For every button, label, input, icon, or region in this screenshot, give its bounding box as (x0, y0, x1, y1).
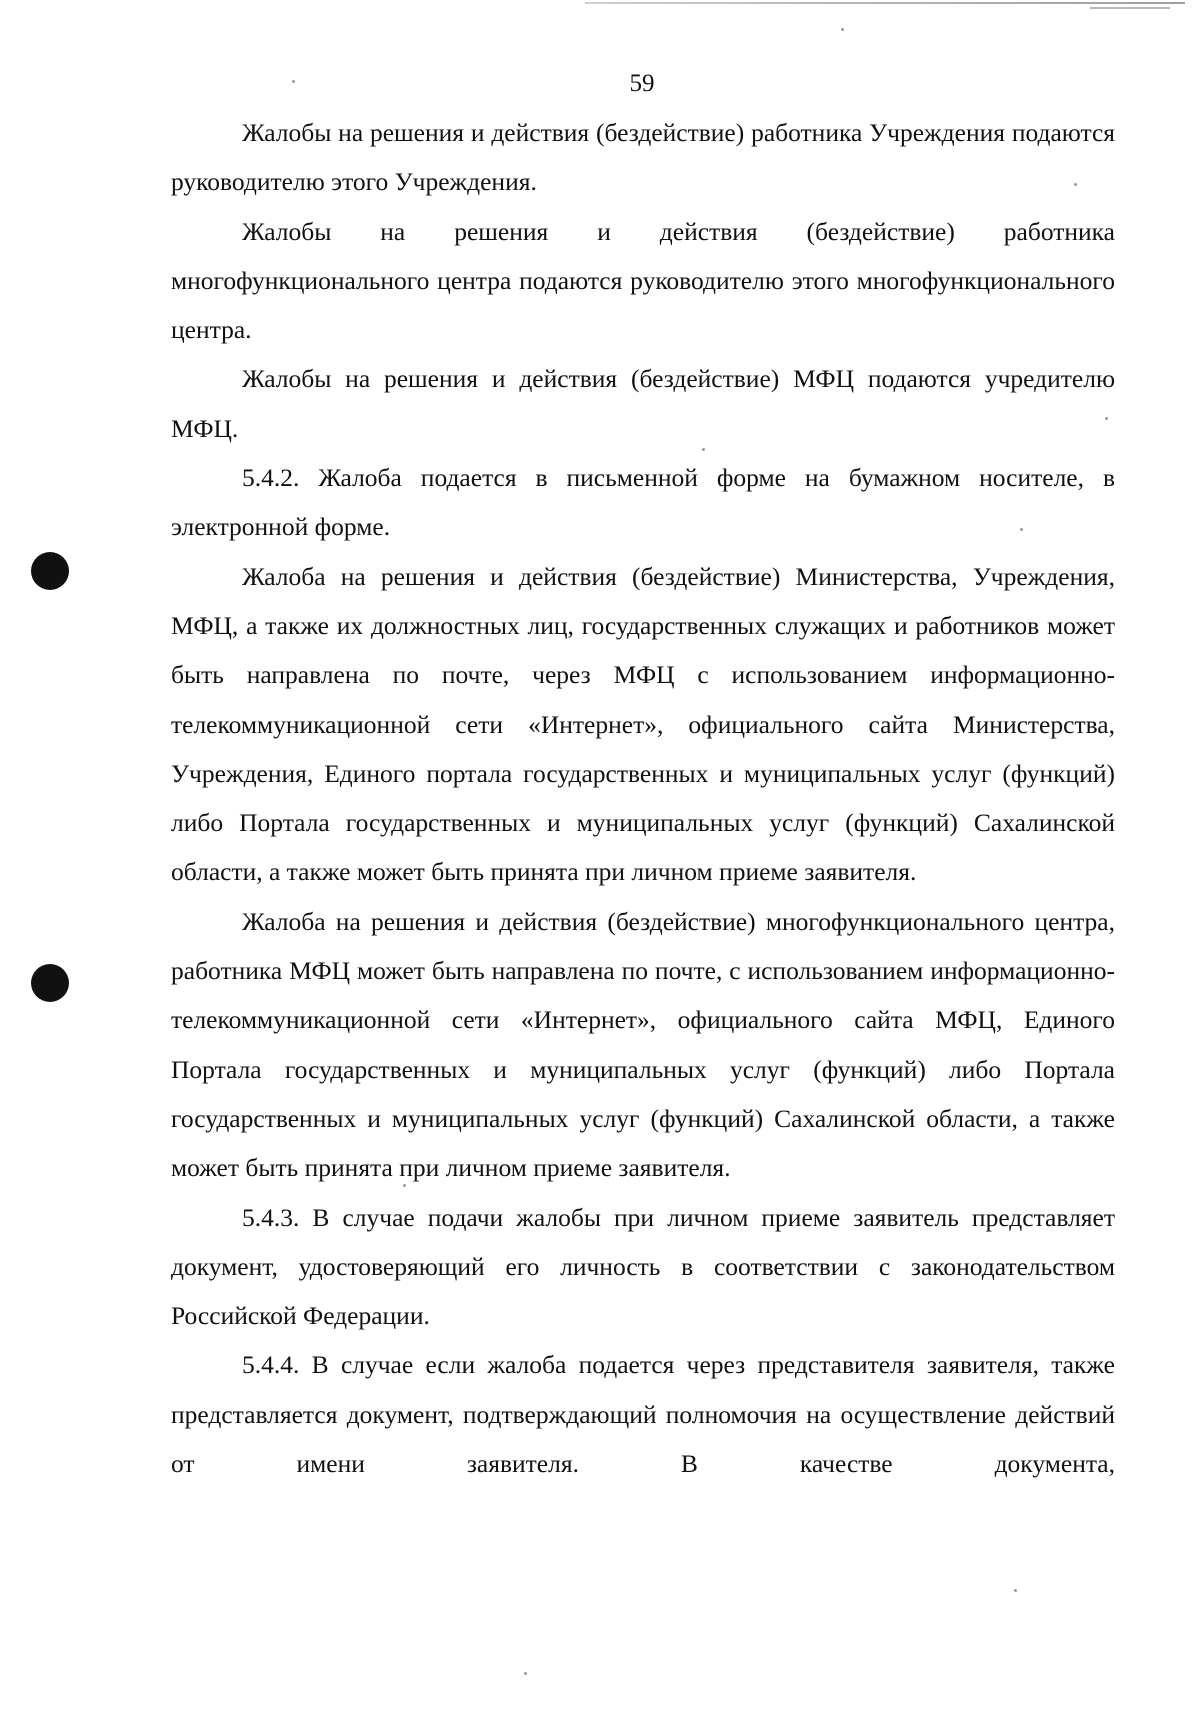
punch-hole-mark (31, 552, 69, 590)
scan-edge-line (1090, 7, 1170, 9)
page-number: 59 (629, 70, 655, 97)
scan-speck (524, 1672, 527, 1675)
punch-hole-mark (31, 964, 69, 1002)
scan-speck (841, 28, 844, 31)
paragraph-5: Жалоба на решения и действия (бездействие) Министерства, Учреждения, МФЦ, а также их должностных лиц, государственных служащих и работников может быть направлена по почте, через МФЦ с использованием информационно-телекоммуникационной сети «Интернет», официального сайта Министерства, Учреждения, Единого портала государственных и муниципальных услуг (функций) либо Портала государственных и муниципальных услуг (функций) Сахалинской области, а также может быть принята при личном приеме заявителя. (171, 561, 1115, 887)
paragraph-1: Жалобы на решения и действия (бездействие) работника Учреждения подаются руководителю этого Учреждения. (171, 118, 1115, 197)
paragraph-8: 5.4.4. В случае если жалоба подается через представителя заявителя, также представляется документ, подтверждающий полномочия на осуществление действий от имени заявителя. В качестве документа, (171, 1350, 1115, 1479)
paragraph-7: 5.4.3. В случае подачи жалобы при личном приеме заявитель представляет документ, удостоверяющий его личность в соответствии с законодательством Российской Федерации. (171, 1202, 1115, 1331)
paragraph-6: Жалоба на решения и действия (бездействие) многофункционального центра, работника МФЦ может быть направлена по почте, с использованием информационно-телекоммуникационной сети «Интернет», официального сайта МФЦ, Единого Портала государственных и муниципальных услуг (функций) либо Портала государственных и муниципальных услуг (функций) Сахалинской области, а также может быть принята при личном приеме заявителя. (171, 906, 1115, 1183)
paragraph-4: 5.4.2. Жалоба подается в письменной форме на бумажном носителе, в электронной форме. (171, 463, 1115, 542)
scan-speck (1014, 1589, 1017, 1592)
paragraph-3: Жалобы на решения и действия (бездействие) МФЦ подаются учредителю МФЦ. (171, 364, 1115, 443)
paragraph-2: Жалобы на решения и действия (бездействие) работника многофункционального центра подаются руководителю этого многофункционального центра. (171, 216, 1115, 345)
document-body (171, 108, 1115, 1488)
scan-edge-line (585, 2, 1185, 4)
